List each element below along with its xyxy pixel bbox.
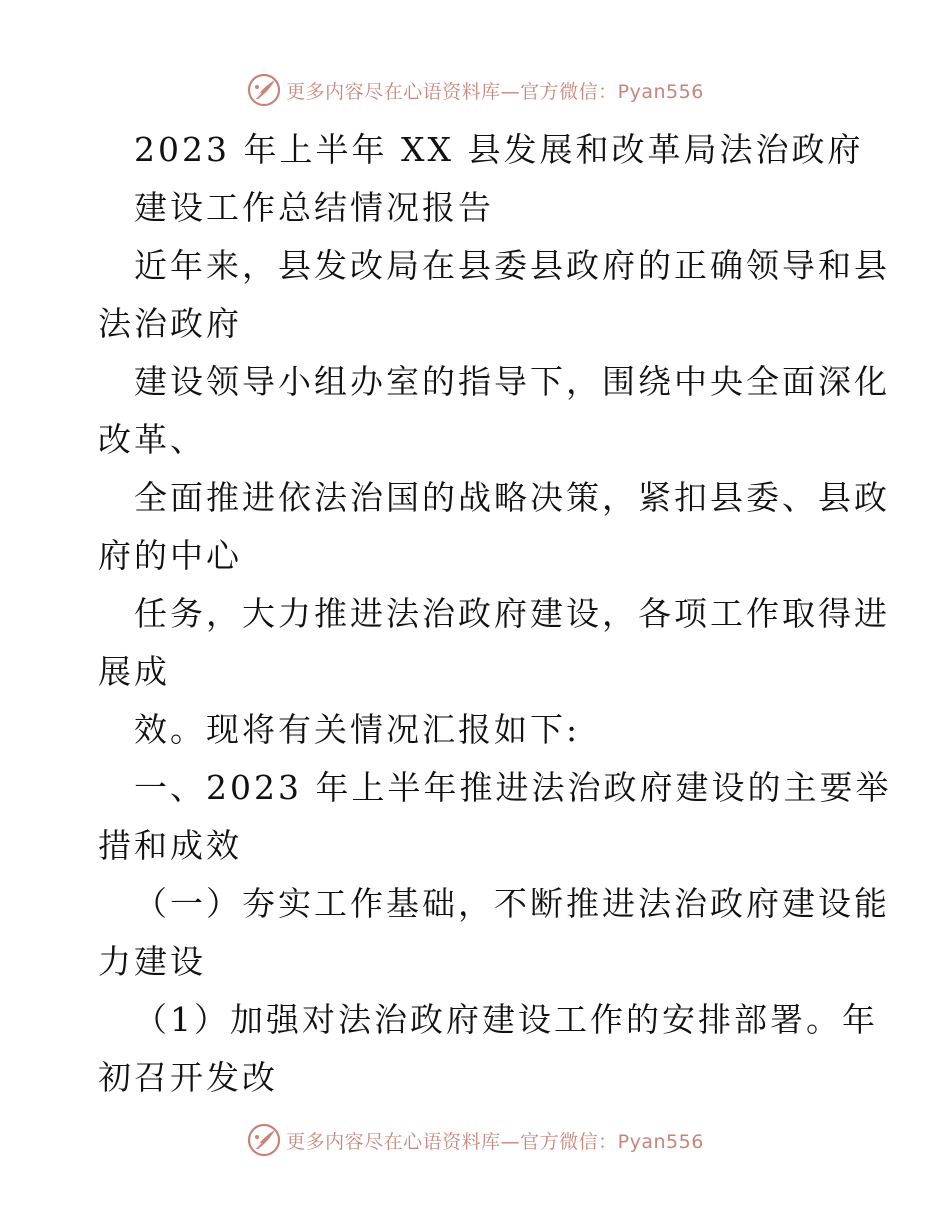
- section-heading-line: 措和成效: [98, 826, 242, 865]
- paragraph-line: 法治政府: [98, 304, 242, 343]
- title-line-2: 建设工作总结情况报告: [134, 188, 494, 227]
- paragraph-line: 建设领导小组办室的指导下，围绕中央全面深化: [134, 362, 890, 401]
- watermark-text: 更多内容尽在心语资料库—官方微信：Pyan556: [286, 80, 704, 103]
- paragraph-line: 全面推进依法治国的战略决策，紧扣县委、县政: [134, 478, 890, 517]
- footer-watermark: [0, 1118, 950, 1162]
- section-heading-line: 一、2023 年上半年推进法治政府建设的主要举: [134, 768, 892, 807]
- paragraph-line: 府的中心: [98, 536, 242, 575]
- paragraph-line: 效。现将有关情况汇报如下:: [134, 710, 581, 749]
- paragraph-line: 任务，大力推进法治政府建设，各项工作取得进: [134, 594, 890, 633]
- watermark-text: 更多内容尽在心语资料库—官方微信：Pyan556: [286, 1130, 704, 1153]
- item-line: 初召开发改: [98, 1058, 278, 1097]
- item-line: （1）加强对法治政府建设工作的安排部署。年: [134, 1000, 878, 1039]
- paragraph-line: 改革、: [98, 420, 206, 459]
- subsection-heading-line: 力建设: [98, 942, 206, 981]
- paragraph-line: 近年来，县发改局在县委县政府的正确领导和县: [134, 246, 890, 285]
- header-watermark: [0, 68, 950, 112]
- title-line-1: 2023 年上半年 XX 县发展和改革局法治政府: [134, 130, 864, 169]
- paragraph-line: 展成: [98, 652, 170, 691]
- quill-logo-icon: [246, 1122, 282, 1158]
- subsection-heading-line: （一）夯实工作基础，不断推进法治政府建设能: [134, 884, 890, 923]
- quill-logo-icon: [246, 72, 282, 108]
